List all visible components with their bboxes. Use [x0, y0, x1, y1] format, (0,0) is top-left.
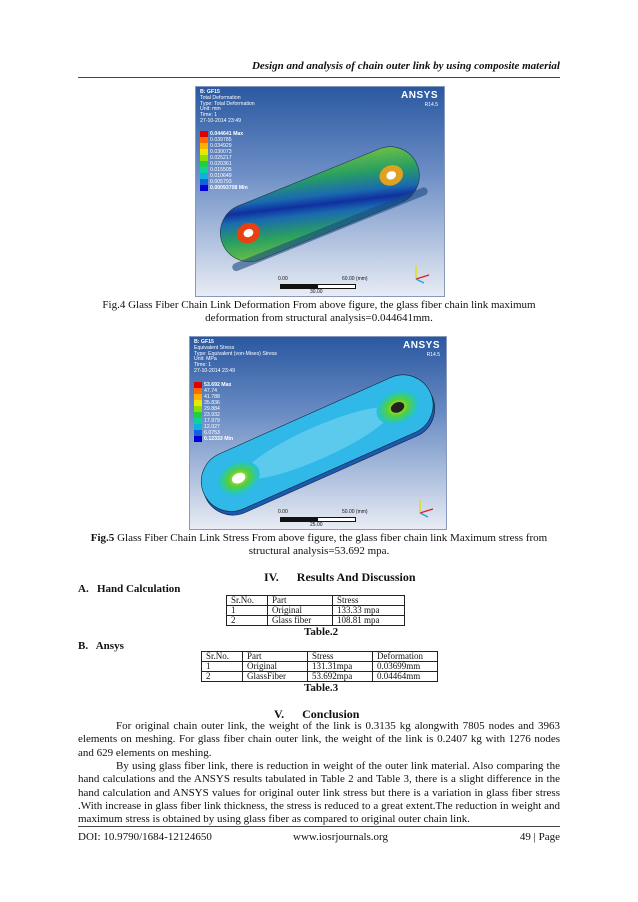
running-head: Design and analysis of chain outer link by using composite material	[251, 60, 560, 72]
table-row: 2 Glass fiber 108.81 mpa	[227, 616, 405, 626]
ansys-version: R14.5	[426, 352, 440, 358]
table-row: 2 GlassFiber 53.692mpa 0.04464mm	[202, 672, 438, 682]
figure-5-caption: Fig.5 Glass Fiber Chain Link Stress From above figure, the glass fiber chain link Maximum stress from structural analysis=53.692 mpa.	[90, 532, 548, 557]
ansys-logo: ANSYS	[403, 340, 440, 351]
axis-triad-icon	[414, 497, 436, 519]
legend-swatch	[200, 185, 208, 191]
table-3	[201, 651, 438, 682]
figure-5-info: B: GF15 Equivalent Stress Type: Equivalent (von-Mises) Stress Unit: MPa Time: 1 27-10-2014 23:49	[194, 339, 278, 374]
ansys-version: R14.5	[424, 102, 438, 108]
figure-5-color-legend: 53.692 Max 47.74 41.788 35.836 29.884 23.932 17.979 12.027 6.0753 0.12333 Min	[194, 382, 233, 442]
table-2-caption: Table.2	[304, 626, 339, 638]
section-heading-results: IV. Results And Discussion	[264, 570, 416, 584]
axis-triad-icon	[410, 263, 432, 285]
conclusion-paragraph-1: For original chain outer link, the weight of the link is 0.3135 kg alongwith 7805 nodes and 3963 elements on meshing. For glass fiber chain outer link, the weight of the link is 0.2407 kg with 1276 nodes and 629 elements on meshing.	[78, 720, 560, 759]
header-rule	[78, 77, 560, 78]
table-2	[226, 595, 405, 626]
figure-4-info: B: GF15 Total Deformation Type: Total Deformation Unit: mm Time: 1 27-10-2014 23:49	[200, 89, 255, 124]
footer-doi: DOI: 10.9790/1684-12124650	[78, 831, 212, 843]
ansys-logo: ANSYS	[401, 90, 438, 101]
figure-4-caption: Fig.4 Glass Fiber Chain Link Deformation From above figure, the glass fiber chain link maximum deformation from structural analysis=0.044641mm.	[102, 299, 536, 324]
subheading-hand-calculation: A. Hand Calculation	[78, 583, 181, 595]
legend-swatch	[194, 436, 202, 442]
table-3-caption: Table.3	[304, 682, 339, 694]
table-header-row: Sr.No. Part Stress	[227, 596, 405, 606]
subheading-ansys: B. Ansys	[78, 640, 124, 652]
figure-4-deformation-image: B: GF15 Total Deformation Type: Total Deformation Unit: mm Time: 1 27-10-2014 23:49 ANSYS R14.5 0.044641 Max 0.039785 0.034929 0.030073 0.025217 0.020361 0.015505 0.010649 0.005793 0.00093708 Min 0.00 60.00 (mm) 30.00	[195, 86, 445, 297]
section-heading-conclusion: V. Conclusion	[274, 707, 360, 721]
footer-page-number: 49 | Page	[519, 831, 560, 843]
table-row: 1 Original 133.33 mpa	[227, 606, 405, 616]
footer-website: www.iosrjournals.org	[293, 831, 389, 843]
table-header-row: Sr.No. Part Stress Deformation	[202, 652, 438, 662]
table-row: 1 Original 131.31mpa 0.03699mm	[202, 662, 438, 672]
figure-4-color-legend: 0.044641 Max 0.039785 0.034929 0.030073 0.025217 0.020361 0.015505 0.010649 0.005793 0.00093708 Min	[200, 131, 248, 191]
conclusion-paragraph-2: By using glass fiber link, there is reduction in weight of the outer link material. Also comparing the hand calculations and the ANSYS results tabulated in Table 2 and Table 3, there is a slight difference in the hand calculation and ANSYS values for original outer link stress but there is a variation in glass fiber stress .With increase in glass fiber link thickness, the stress is reduced to a great extent.The reduction in weight and maximum stress is obtained by using glass fiber as compared to original outer chain link.	[78, 760, 560, 826]
figure-5-stress-image: B: GF15 Equivalent Stress Type: Equivalent (von-Mises) Stress Unit: MPa Time: 1 27-10-2014 23:49 ANSYS R14.5 53.692 Max 47.74 41.788 35.836 29.884 23.932 17.979 12.027 6.0753 0.12333 Min 0.00 50.00 (mm) 25.00	[189, 336, 447, 530]
footer-rule	[78, 826, 560, 827]
